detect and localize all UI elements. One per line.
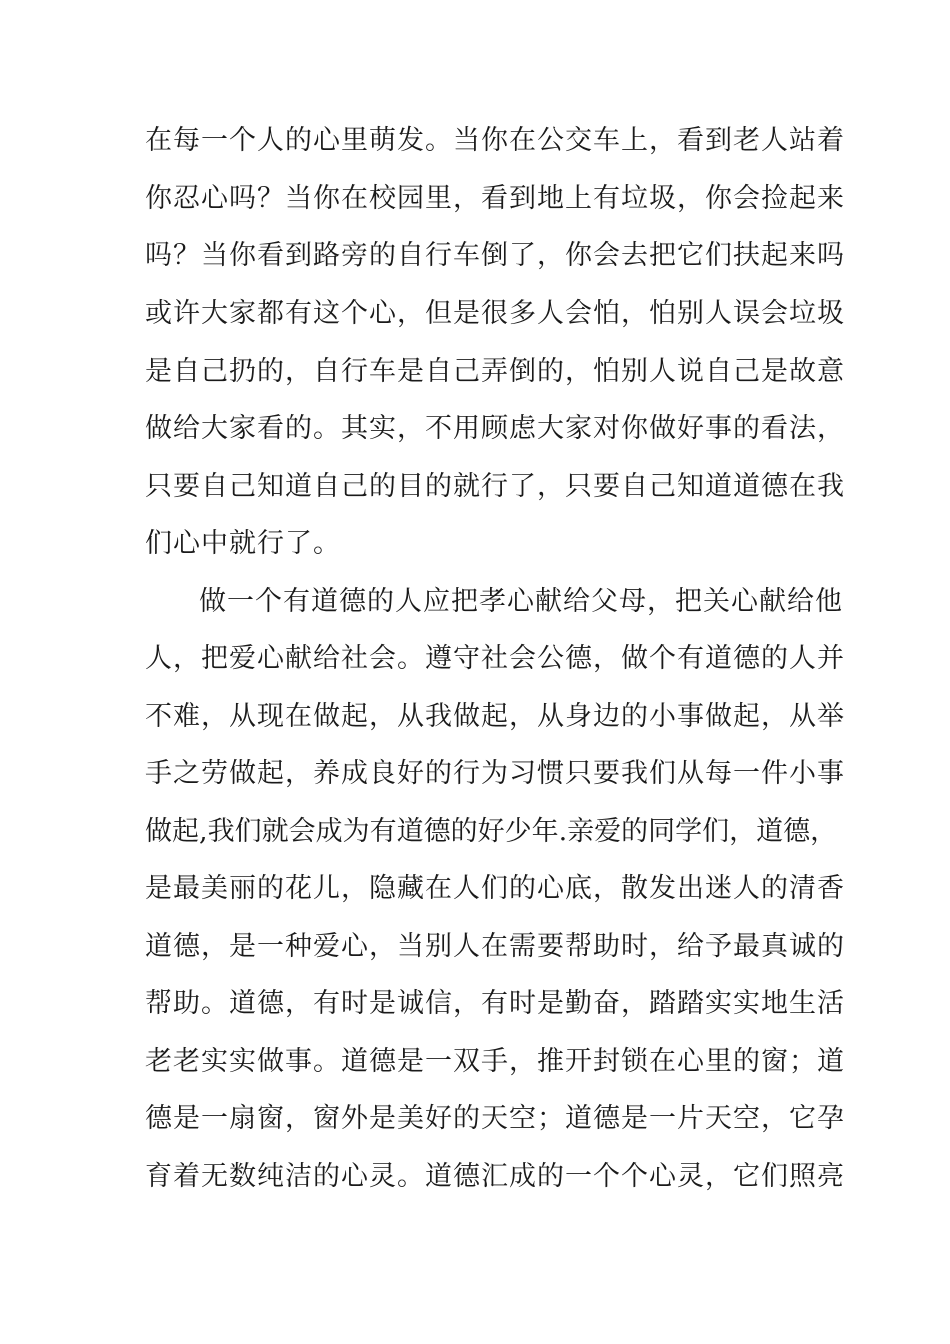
text-line: 是自己扔的，自行车是自己弄倒的，怕别人说自己是故意	[145, 356, 845, 387]
paragraph-first-line: 做一个有道德的人应把孝心献给父母，把关心献给他	[199, 586, 843, 617]
text-line: 或许大家都有这个心，但是很多人会怕，怕别人误会垃圾	[145, 298, 845, 329]
text-line: 人，把爱心献给社会。遵守社会公德，做个有道德的人并	[145, 643, 845, 674]
text-line: 道德，是一种爱心，当别人在需要帮助时，给予最真诚的	[145, 931, 845, 962]
text-line: 做给大家看的。其实，不用顾虑大家对你做好事的看法，	[145, 413, 845, 444]
text-line: 是最美丽的花儿，隐藏在人们的心底，散发出迷人的清香	[145, 873, 845, 904]
text-line: 吗？当你看到路旁的自行车倒了，你会去把它们扶起来吗	[145, 240, 845, 271]
text-line: 帮助。道德，有时是诚信，有时是勤奋，踏踏实实地生活	[145, 988, 845, 1019]
text-line: 老老实实做事。道德是一双手，推开封锁在心里的窗；道	[145, 1046, 845, 1077]
text-line: 只要自己知道自己的目的就行了，只要自己知道道德在我	[145, 471, 845, 502]
text-line: 在每一个人的心里萌发。当你在公交车上，看到老人站着	[145, 125, 845, 156]
text-line: 你忍心吗？当你在校园里，看到地上有垃圾，你会捡起来	[145, 183, 845, 214]
text-line: 做起,我们就会成为有道德的好少年.亲爱的同学们，道德，	[145, 816, 838, 847]
text-line: 育着无数纯洁的心灵。道德汇成的一个个心灵，它们照亮	[145, 1161, 845, 1192]
text-line: 德是一扇窗，窗外是美好的天空；道德是一片天空，它孕	[145, 1103, 845, 1134]
text-line: 不难，从现在做起，从我做起，从身边的小事做起，从举	[145, 701, 845, 732]
text-line: 手之劳做起，养成良好的行为习惯只要我们从每一件小事	[145, 758, 845, 789]
text-line: 们心中就行了。	[145, 528, 341, 559]
